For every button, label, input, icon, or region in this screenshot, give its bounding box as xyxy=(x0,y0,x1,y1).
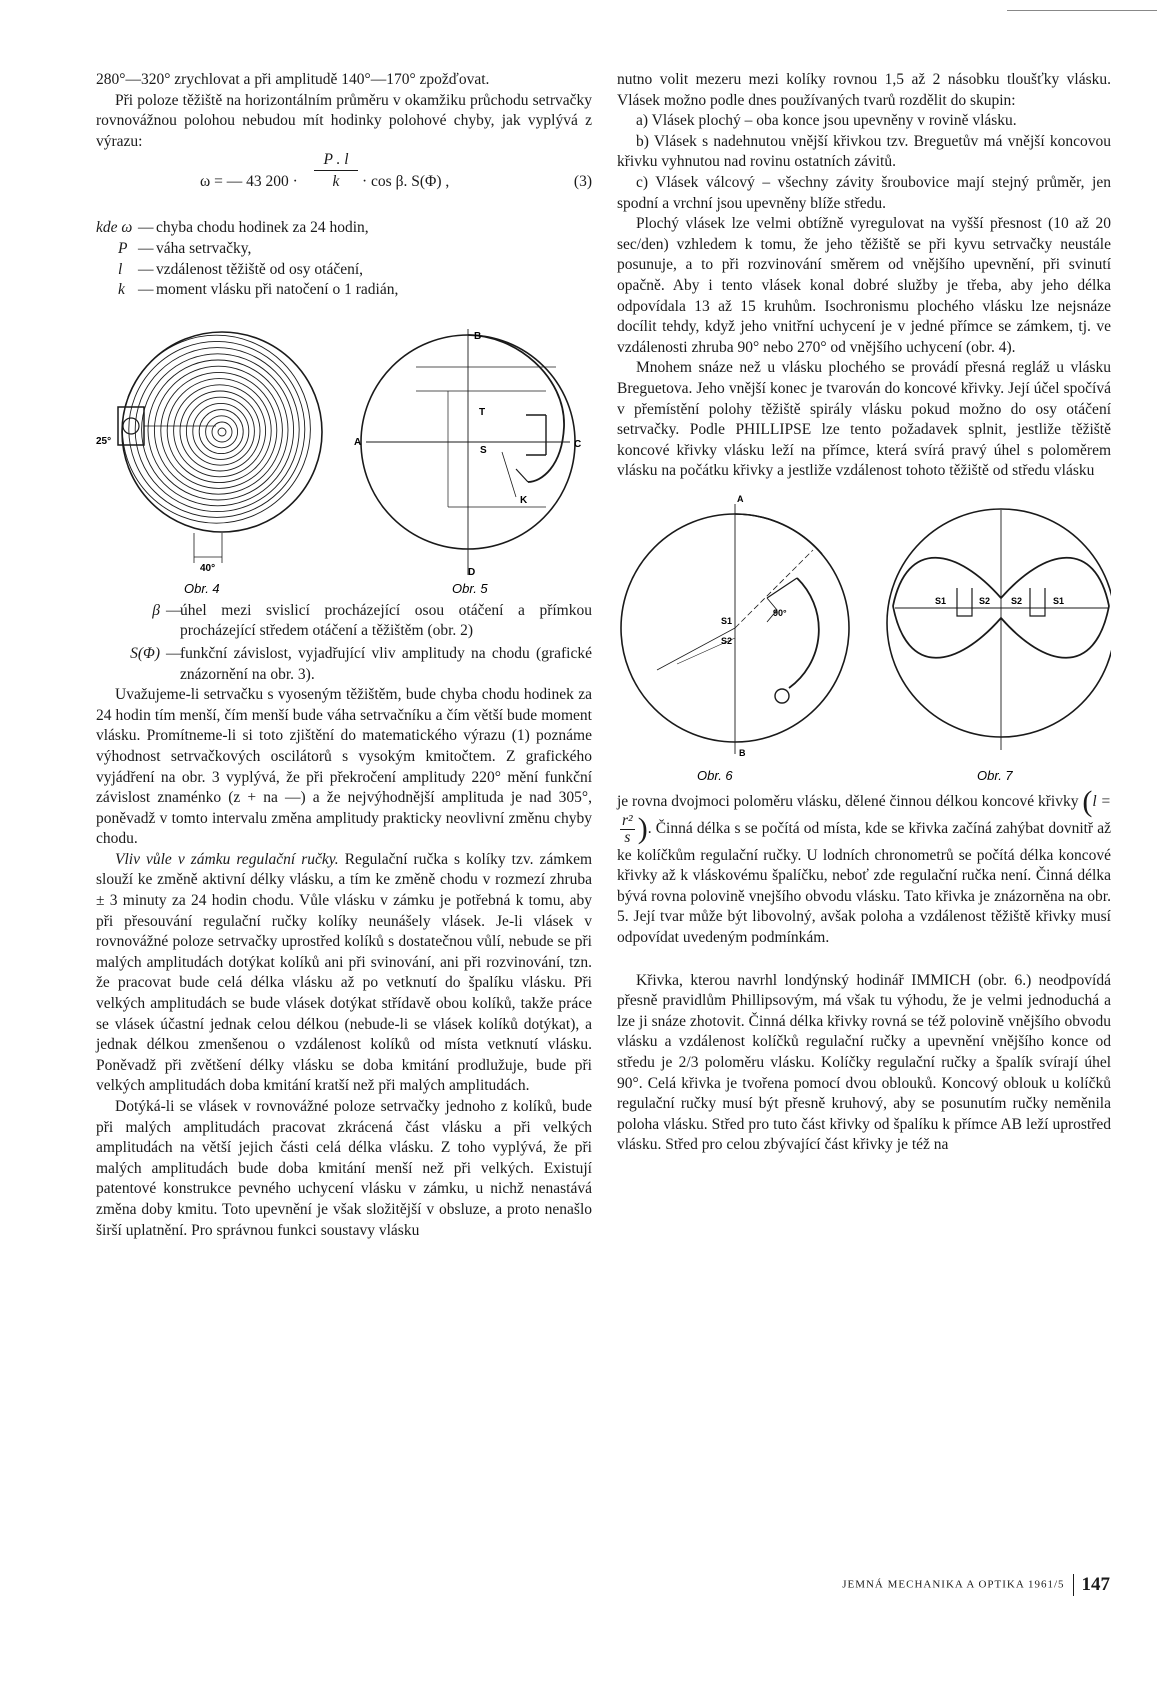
point-label: S2 xyxy=(979,595,991,606)
definition-item xyxy=(96,280,592,301)
figure-7-overcoil xyxy=(887,509,1111,750)
end-curve-tip xyxy=(516,469,528,482)
paren-open: ( xyxy=(1082,785,1093,819)
outer-circle xyxy=(887,509,1111,737)
angle-label: 40° xyxy=(200,562,216,574)
spiral-coil xyxy=(148,360,288,500)
spiral-coil xyxy=(174,385,266,477)
fraction-denominator: k xyxy=(332,173,340,191)
definition-item xyxy=(96,260,592,281)
definition-item xyxy=(96,601,592,642)
spiral-coil xyxy=(167,378,271,482)
definition-dash: — xyxy=(166,644,182,662)
definition-dash: — xyxy=(138,281,154,299)
collet xyxy=(218,428,226,436)
stud-circle xyxy=(775,689,789,703)
left-column xyxy=(96,70,592,1241)
right-column xyxy=(617,70,1111,1156)
list-item: a) Vlásek plochý – oba konce jsou upevněny v rovině vlásku. xyxy=(636,112,1017,130)
spiral-coil xyxy=(186,397,254,465)
point-label: S2 xyxy=(721,635,733,646)
definition-symbol: l xyxy=(118,260,123,278)
point-label: S xyxy=(480,444,487,456)
paren-close: ) xyxy=(637,811,648,845)
definition-dash: — xyxy=(138,239,154,257)
paragraph: Dotýká-li se vlásek v rovnovážné poloze setrvačky jednoho z kolíků, bude při malých amplitudách pracovat zkrácená část vlásku a při velkých amplitudách na větší jejich části celá délka vlásku. Z toho vyplývá, že při malých amplitudách bude doba kmitání menší než při velkých. Existují patentové konstrukce pevného uchycení vlásku v zámku, u nichž nenastává změna doby kmitu. Toto upevnění je však složitější v obsluze, a proto nenašlo širší uplatnění. Pro správnou funkci soustavy vlásku xyxy=(96,1098,592,1239)
definition-symbol: S(Φ) xyxy=(130,644,160,662)
point-label: S2 xyxy=(1011,595,1023,606)
point-label: S1 xyxy=(935,595,947,606)
stud-hole xyxy=(123,418,139,434)
definition-dash: — xyxy=(138,260,154,278)
definition-dash: — xyxy=(166,601,182,619)
formula-fraction xyxy=(620,813,635,846)
figures-6-7 xyxy=(617,488,1111,788)
definition-symbol: k xyxy=(118,281,125,299)
pin-mark xyxy=(1030,588,1045,616)
angle-label: 90° xyxy=(773,607,787,618)
end-arc xyxy=(789,578,819,688)
paragraph: nutno volit mezeru mezi kolíky rovnou 1,5 až 2 násobku tloušťky vlásku. Vlásek možno podle dnes používaných tvarů rozdělit do skupin: xyxy=(617,71,1111,109)
point-label: K xyxy=(520,494,528,506)
point-label: S1 xyxy=(721,615,733,626)
point-label: B xyxy=(474,330,482,342)
figure-caption: Obr. 5 xyxy=(452,580,488,596)
point-label: A xyxy=(737,493,744,504)
figure-6-immich-curve xyxy=(621,504,849,754)
definition-symbol: P xyxy=(118,239,128,257)
paragraph: Křivka, kterou navrhl londýnský hodinář IMMICH (obr. 6.) neodpovídá přesně pravidlům Phillipsovým, má však tu výhodu, že je velmi jednoduchá a lze ji snáze zhotovit. Činná délka křivky rovná se též polovině vnějšího obvodu vlásku a vzdálenost kolíčků regulační ručky a upevnění vnějšího konce od středu je 2/3 poloměru vlásku. Kolíčky regulační ručky a špalík svírají úhel 90°. Celá křivka je tvořena pomocí dvou oblouků. Koncový oblouk u kolíčků regulační ručky musí být přesně kruhový, aby se posunutím ručky neměnila poloha vlásku. Střed pro tuto část křivky od špalíku k přímce AB leží uprostřed vlásku. Střed pro celou zbývající část křivky je též na xyxy=(617,971,1111,1154)
figures-4-5 xyxy=(96,307,592,597)
top-rule xyxy=(1007,10,1157,11)
spiral-rings xyxy=(122,335,310,523)
figure-caption: Obr. 7 xyxy=(977,767,1013,783)
paragraph xyxy=(617,785,1112,949)
list-item: b) Vlásek s nadehnutou vnější křivkou tzv. Breguetův má vnější koncovou křivku vyhnutou nad rovinu ostatních závitů. xyxy=(617,132,1111,171)
paragraph-title: Vliv vůle v zámku regulační ručky. xyxy=(115,850,339,868)
definition-dash: — xyxy=(138,219,154,237)
paragraph: 280°—320° zrychlovat a při amplitudě 140°—170° zpožďovat. xyxy=(96,71,490,88)
leader-line xyxy=(502,452,516,497)
definition-text: chyba chodu hodinek za 24 hodin, xyxy=(156,219,369,237)
radius-line xyxy=(657,628,735,670)
paragraph-body: je rovna dvojmoci poloměru vlásku, dělené činnou délkou koncové křivky xyxy=(617,792,1079,810)
fraction-numerator: P . l xyxy=(314,150,358,171)
equation-fraction xyxy=(314,150,358,193)
figure-caption: Obr. 6 xyxy=(697,767,733,783)
list-item: c) Vlásek válcový – všechny závity šroubovice mají stejný průměr, jen spodní a vrchní jsou upevněny blíže středu. xyxy=(617,173,1111,212)
definition-text: moment vlásku při natočení o 1 radián, xyxy=(156,281,399,299)
paragraph-body: Regulační ručka s kolíky tzv. zámkem slouží ke změně aktivní délky vlásku, a tím ke změně chodu v rozmezí zhruba ± 3 minuty za 24 hodin chodu. Vůle vlásku v zámku je potřebná k tomu, aby při přesouvání regulační ručky kolíky neunášely vlásek. Je-li vlásek v rovnovážné poloze setrvačky uprostřed kolíků s dostatečnou vůlí, nebude se při malých amplitudách dotýkat kolíků ani při svinování, ani při rozvinování, tzn. že pracovat bude celá délka vlásku až po vetknutí do špalíku vlásku. Při velkých amplitudách se bude vlásek dotýkat střídavě obou kolíků, takže práce se vlásek účastní jednak celou délkou (nebude-li se vlásek kolíků dotýkat), a jednak délkou zmenšenou o vzdálenost kolíků od místa vetknutí vlásku. Poněvadž při zvětšení délky vlásku se doba kmitání prodlužuje, bude při velkých amplitudách doba kmitání kratší než při malých amplitudách. xyxy=(96,850,593,1095)
point-label: D xyxy=(468,566,476,578)
definition-list xyxy=(96,218,592,300)
definition-text: úhel mezi svislicí procházející osou otáčení a přímkou procházející středem otáčení a těžištěm (obr. 2) xyxy=(180,601,592,640)
figure-caption: Obr. 4 xyxy=(184,580,220,596)
fraction-numerator: r² xyxy=(622,811,633,829)
point-label: S1 xyxy=(1053,595,1065,606)
definition-text: váha setrvačky, xyxy=(156,239,252,257)
spiral-coil xyxy=(206,416,238,448)
point-label: C xyxy=(574,438,582,450)
definition-item xyxy=(96,644,592,685)
spiral-outer-circle xyxy=(122,332,322,532)
angle-label: 25° xyxy=(96,435,112,447)
definition-text: funkční závislost, vyjadřující vliv amplitudy na chodu (grafické znázornění na obr. 3). xyxy=(180,644,592,683)
formula-lhs: l = xyxy=(1092,792,1112,810)
equation-number: (3) xyxy=(573,173,592,191)
point-label: A xyxy=(354,436,362,448)
spiral-coil xyxy=(193,403,249,459)
definition-item xyxy=(96,239,592,260)
spiral-coil xyxy=(212,422,232,442)
page-number: 147 xyxy=(1081,1574,1110,1595)
definition-symbol: kde ω xyxy=(96,219,133,237)
point-label: B xyxy=(739,747,746,758)
definition-list-2 xyxy=(96,601,592,685)
definition-item xyxy=(96,218,592,239)
fraction-denominator: s xyxy=(624,828,631,846)
equation-rhs: · cos β. S(Φ) , xyxy=(362,173,450,191)
paragraph: Mnohem snáze než u vlásku plochého se provádí přesná regláž u vlásku Breguetova. Jeho vnější konec je tvarován do koncové křivky. Její účel spočívá v přemístění polohy těžiště spirály vlásku pokud možno do osy otáčení setrvačky. Podle PHILLIPSE lze tento požadavek splnit, jestliže těžiště koncové křivky vlásku leží na přímce, která svírá pravý úhel s poloměrem vlásku na počátku křivky a jestliže vzdálenost tohoto těžiště od středu vlásku xyxy=(617,359,1111,480)
page-footer xyxy=(640,1574,1110,1596)
paragraph-body: . Činná délka s se počítá od místa, kde se křivka začíná zahýbat dovnitř až ke kolíčkům regulační ručky. U lodních chronometrů se počítá délka koncové křivky až k vláskovému špalíčku, neboť zde regulační ručka není. Činná délka bývá rovna polovině vnejšího obvodu vlásku. Tato křivka je znázorněna na obr. 5. Její tvar může být libovolný, avšak poloha a vzdálenost těžiště křivky musí odpovídat uvedeným podmínkám. xyxy=(617,819,1111,946)
outer-arc xyxy=(735,514,822,554)
figure-4-hairspring xyxy=(118,332,322,563)
equation-3 xyxy=(96,151,592,214)
paragraph xyxy=(96,850,592,1097)
definition-symbol: β xyxy=(152,601,160,619)
paragraph: Plochý vlásek lze velmi obtížně vyregulovat na vyšší přesnost (10 až 20 sec/den) vzhledem k tomu, že jeho těžiště se při kyvu setrvačky neustále posunuje, a to při rozvinování směrem od vnějšího upevnění, při svinutí opačně. Aby i tento vlásek konal dobré služby je třeba, aby jeho délka odpovídala 13 až 15 kruhům. Isochronismu plochého vlásku lze nejsnáze docílit tehdy, když jeho vnitřní uchycení je v jedné přímce se zámkem, tj. ve vzdálenosti zhruba 90° nebo 270° od vnějšího uchycení (obr. 4). xyxy=(617,215,1111,356)
journal-name: JEMNÁ MECHANIKA A OPTIKA 1961/5 xyxy=(842,1578,1065,1591)
footer-separator xyxy=(1073,1574,1074,1596)
equation-lhs: ω = — 43 200 · xyxy=(200,173,298,191)
pin-mark xyxy=(957,588,972,616)
figure-5-end-curve xyxy=(361,329,575,575)
paragraph: Uvažujeme-li setrvačku s vyoseným těžištěm, bude chyba chodu hodinek za 24 hodin tím menší, čím menší bude váha setrvačníku a čím větší bude moment vlásku. Promítneme-li si toto zjištění do matematického výrazu (1) poznáme výhodnost setrvačkových oscilátorů s vysokým kmitočtem. Z grafického vyjádření na obr. 3 vyplývá, že při překročení amplitudy 220° mění funkční závislost znaménko (z + na —) a že nejvýhodnější amplituda je nad 305°, poněvadž v tomto intervalu změna amplitudy prakticky neovlivní změnu chyby chodu. xyxy=(96,686,592,848)
spiral-coil xyxy=(129,341,305,517)
point-label: T xyxy=(479,406,486,418)
definition-text: vzdálenost těžiště od osy otáčení, xyxy=(156,260,364,278)
paragraph: Při poloze těžiště na horizontálním průměru v okamžiku průchodu setrvačky rovnovážnou polohou nebudou mít hodinky polohové chyby, jak vyplývá z výrazu: xyxy=(96,91,592,150)
